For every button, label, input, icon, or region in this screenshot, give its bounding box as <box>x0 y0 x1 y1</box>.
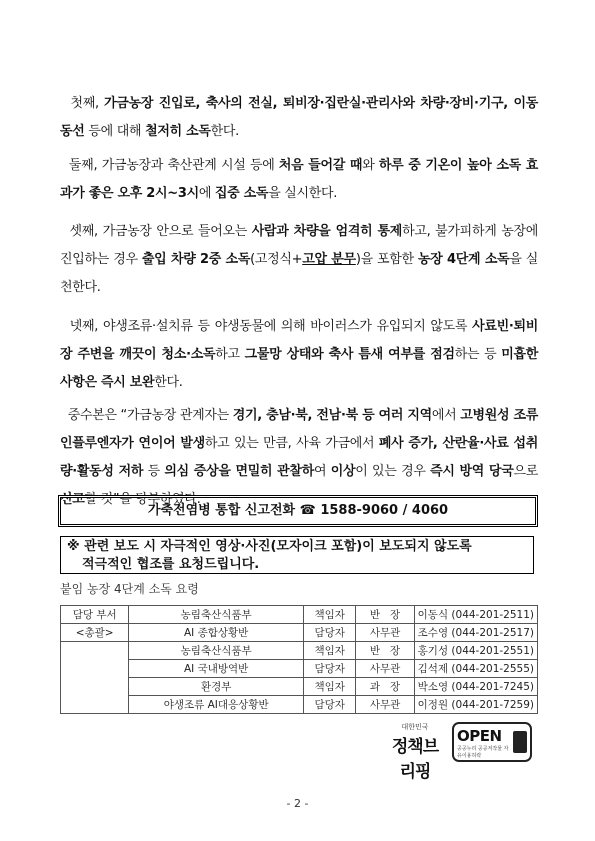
attachment-label: 붙임 농장 4단계 소독 요령 <box>60 582 199 596</box>
open-license-logo <box>452 722 532 762</box>
text: 에서 <box>431 408 461 423</box>
emphasis: 폐사 증가, 산란율·사료 섭취량·활동성 저하 <box>60 436 538 479</box>
notice-line-1: ※ 관련 보도 시 자극적인 영상·사진(모자이크 포함)이 보도되지 않도록 <box>67 539 472 554</box>
emphasis: 농장 4단계 소독 <box>417 252 510 267</box>
role-cell: 책임자 <box>303 606 355 624</box>
media-notice-box <box>60 536 534 574</box>
emphasis: 고병원성 조류인플루엔자가 연이어 발생 <box>60 408 538 451</box>
title-cell: 사무관 <box>356 660 414 678</box>
text: 첫째, <box>70 96 105 111</box>
paragraph-first <box>60 90 538 146</box>
hotline-box: 가축전염병 통합 신고전화 ☎ 1588-9060 / 4060 <box>60 497 536 525</box>
text: 셋째, 가금농장 안으로 들어오는 <box>69 224 252 239</box>
text: 등에 대해 <box>84 124 146 139</box>
empty-cell <box>61 642 129 714</box>
paragraph-third <box>60 218 538 302</box>
emphasis: 그물망 상태와 축사 틈새 여부를 점검 <box>244 347 455 362</box>
text: 을 실시한다. <box>268 186 338 201</box>
unit-cell: 야생조류 AI대응상황반 <box>129 696 304 714</box>
emphasis: 사람과 차량을 엄격히 통제 <box>251 224 403 239</box>
text: 중수본은 “가금농장 관계자는 <box>67 408 233 423</box>
table-row <box>61 696 538 714</box>
table-row <box>61 642 538 660</box>
text: 이 있는 경우 <box>355 464 431 479</box>
logo-small-text: 대한민국 <box>401 723 429 731</box>
text: 할 것”을 당부하였다. <box>84 492 201 507</box>
table-row <box>61 660 538 678</box>
page-number: - 2 - <box>286 797 309 810</box>
contact-table <box>60 605 538 714</box>
person-cell: 조수영 (044-201-2517) <box>414 624 537 642</box>
dept-header: 담당 부서 <box>61 606 129 624</box>
person-cell: 홍기성 (044-201-2551) <box>414 642 537 660</box>
text: 넷째, 야생조류·설치류 등 야생동물에 의해 바이러스가 유입되지 않도록 <box>69 319 473 334</box>
dept-sub: <총괄> <box>61 624 129 642</box>
paragraph-fourth <box>60 313 538 397</box>
person-cell: 이정원 (044-201-7259) <box>414 696 537 714</box>
text: 으로 <box>513 464 538 479</box>
person-cell: 김석제 (044-201-2555) <box>414 660 537 678</box>
person-cell: 이동식 (044-201-2511) <box>414 606 537 624</box>
text: 여 <box>313 464 331 479</box>
text: 와 <box>362 158 379 173</box>
emphasis: 의심 증상을 면밀히 관찰하 <box>164 464 314 479</box>
role-cell: 담당자 <box>303 660 355 678</box>
text: 하고 <box>215 347 245 362</box>
title-cell: 사무관 <box>356 624 414 642</box>
text: 에 <box>198 186 215 201</box>
text: 한다. <box>154 375 183 390</box>
paragraph-second <box>60 152 538 208</box>
text: (고정식+ <box>250 252 303 267</box>
table-row <box>61 624 538 642</box>
emphasis: 하루 중 기온이 높아 소독 효과가 좋은 오후 2시~3시 <box>60 158 539 201</box>
policy-briefing-logo <box>385 722 445 782</box>
logo-big-text: 정책브리핑 <box>391 737 439 782</box>
text: 을 실천한다. <box>60 252 539 295</box>
emphasis: 경기, 충남·북, 전남·북 등 여러 지역 <box>232 408 432 423</box>
role-cell: 담당자 <box>303 696 355 714</box>
license-badge-icon <box>513 731 527 753</box>
text: 하고, 불가피하게 농장에 진입하는 경우 <box>60 224 538 267</box>
person-cell: 박소영 (044-201-7245) <box>414 678 537 696</box>
emphasis: 신고 <box>60 492 85 507</box>
org-cell: 농림축산식품부 <box>129 642 304 660</box>
role-cell: 담당자 <box>303 624 355 642</box>
role-cell: 책임자 <box>303 642 355 660</box>
emphasis-underlined: 고압 분무 <box>302 252 356 267</box>
emphasis: 가금농장 진입로, 축사의 전실, 퇴비장·집란실·관리사와 차량·장비·기구, 이동 동선 <box>60 96 538 139</box>
unit-cell: AI 국내방역반 <box>129 660 304 678</box>
text: 둘째, 가금농장과 축산관계 시설 등에 <box>68 158 279 173</box>
open-logo-subtext: 공공누리 공공저작물 자유이용허락 <box>457 745 509 759</box>
title-cell: 과 장 <box>356 678 414 696</box>
title-cell: 반 장 <box>356 606 414 624</box>
org-cell: 농림축산식품부 <box>129 606 304 624</box>
text: 하는 등 <box>454 347 502 362</box>
emphasis: 철저히 소독 <box>145 124 211 139</box>
unit-cell: AI 종합상황반 <box>129 624 304 642</box>
org-cell: 환경부 <box>129 678 304 696</box>
title-cell: 반 장 <box>356 642 414 660</box>
emphasis: 처음 들어갈 때 <box>278 158 363 173</box>
table-row <box>61 678 538 696</box>
emphasis: 출입 차량 2중 소독 <box>141 252 251 267</box>
emphasis: 이상 <box>330 464 356 479</box>
text: )을 포함한 <box>355 252 418 267</box>
title-cell: 사무관 <box>356 696 414 714</box>
text: 한다. <box>210 124 239 139</box>
table-row <box>61 606 538 624</box>
role-cell: 책임자 <box>303 678 355 696</box>
text: 하고 있는 만큼, 사육 가금에서 <box>204 436 379 451</box>
emphasis: 집중 소독 <box>214 186 269 201</box>
emphasis: 사료빈·퇴비장 주변을 깨끗이 청소·소독 <box>60 319 538 362</box>
emphasis: 즉시 방역 당국 <box>430 464 514 479</box>
text: 등 <box>143 464 165 479</box>
emphasis: 미흡한 사항은 즉시 보완 <box>60 347 538 390</box>
open-logo-text: OPEN <box>457 726 502 745</box>
notice-line-2: 적극적인 협조를 요청드립니다. <box>82 557 260 572</box>
